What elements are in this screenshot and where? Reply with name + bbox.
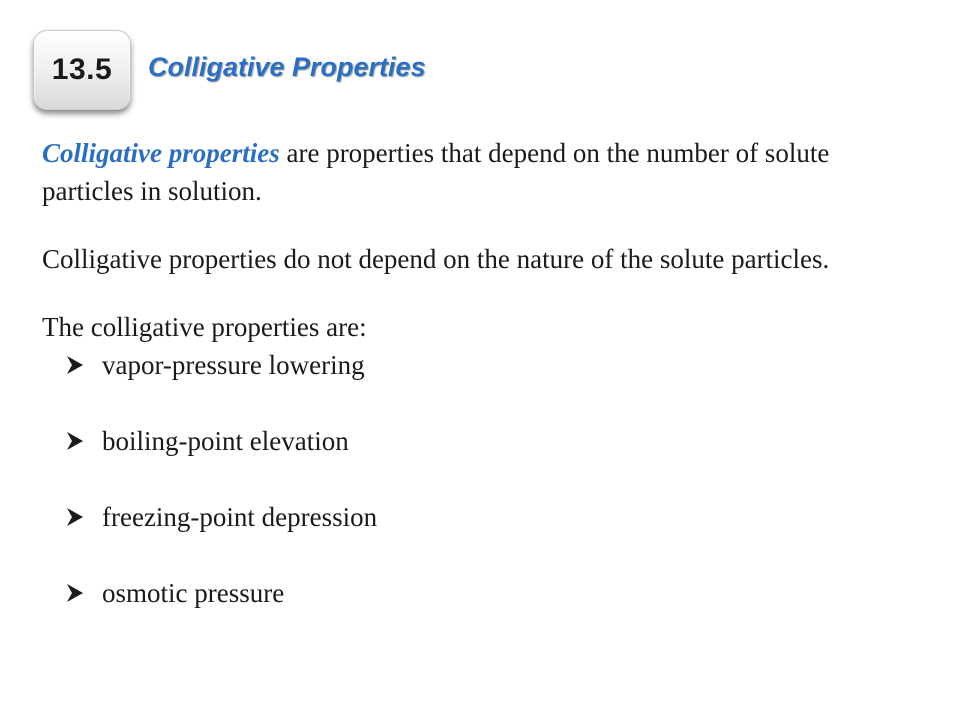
property-label: vapor-pressure lowering — [102, 350, 365, 380]
slide-content — [42, 134, 922, 612]
property-label: freezing-point depression — [102, 502, 378, 532]
list-item — [66, 422, 922, 460]
definition-text: are properties that depend on the number of solute particles in solution. — [42, 138, 830, 206]
colligative-properties-list — [42, 346, 922, 612]
section-badge — [33, 30, 131, 110]
arrow-bullet-icon — [66, 355, 84, 375]
arrow-bullet-icon — [66, 507, 84, 527]
list-item — [66, 574, 922, 612]
section-title: Colligative Properties — [148, 52, 426, 82]
list-item — [66, 498, 922, 536]
property-label: boiling-point elevation — [102, 426, 349, 456]
note-paragraph: Colligative properties do not depend on the nature of the solute particles. — [42, 244, 830, 274]
list-item — [66, 346, 922, 384]
definition-paragraph — [42, 134, 922, 210]
definition-term: Colligative properties — [42, 138, 280, 168]
list-intro: The colligative properties are: — [42, 312, 367, 342]
arrow-bullet-icon — [66, 583, 84, 603]
section-number: 13.5 — [51, 53, 113, 86]
arrow-bullet-icon — [66, 431, 84, 451]
property-label: osmotic pressure — [102, 578, 285, 608]
